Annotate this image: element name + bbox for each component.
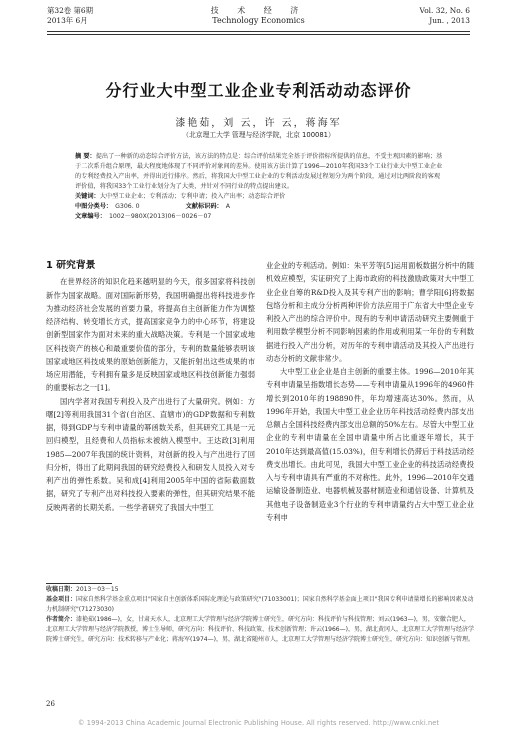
article-number: 文章编号： 1002－980X(2013)06－0026－07 bbox=[75, 213, 212, 220]
abstract-text: 提出了一种新的动态综合评价方法，该方法的特点是：综合评价结果完全基于评价指标所提供的信息，不受主观因素的影响；基于二次系升组合原理，最大程度地体现了不同评价对象间的差异。使用该方法计算了1996—2010年我国33个工业行业大中型工业企业的专利经费投入产出率，并得出近行排序。然后，将我国大中型工业企业的专利活动发展过程划分为两个阶段，通过对比两阶段的客观评价值，将我国33个工业行业划分为了大类，并针对不同行业的特点提出建议。 bbox=[75, 153, 443, 190]
article-title: 分行业大中型工业企业专利活动动态评价 bbox=[105, 81, 412, 100]
author-list: 漆艳茹，刘 云，许 云，蒋海军 bbox=[175, 118, 342, 129]
abstract bbox=[75, 152, 445, 192]
fund-info: 基金项目：国家自然科学基金重点项目"国家自主创新体系国际化理论与政策研究"(71033001)；国家自然科学基金面上项目"我国专利申请量增长的影响因素及动力机制研究"(71273030) bbox=[46, 596, 474, 613]
received-date: 收稿日期：2013－03－15 bbox=[46, 586, 119, 593]
header-volume-cn: 第32卷 第6期 bbox=[47, 6, 94, 15]
affiliation: （北京理工大学 管理与经济学院，北京 100081） bbox=[182, 131, 335, 139]
author-bio: 作者简介：漆艳茹(1986—)，女，甘肃天水人，北京理工大学管理与经济学院博士研究生，研究方向：科技评价与科技管理；刘云(1963—)，男，安徽合肥人，北京理工大学管理与经济学院教授，博士生导师，研究方向：科技评价、科技政策、技术创新管理；许云(1966—)，男，湖北黄冈人，北京理工大学管理与经济学院博士研究生，研究方向：技术转移与产业化；蒋海军(1974—)，男，湖北省随州市人，北京理工大学管理与经济学院博士研究生，研究方向：知识创新与管理。 bbox=[46, 616, 474, 643]
body-column-left bbox=[46, 259, 255, 514]
body-paragraph: 国内学者对我国专利投入及产出进行了大量研究。例如：方曙[2]等利用我国31个省(自治区、直辖市)的GDP数据和专利数据，得到GDP与专利申请量的幂函数关系，但其研究工具是一元回归模型，且经费和人员指标未被纳入模型中。王达政[3]利用1985—2007年我国的统计资料，对创新的投入与产出进行了回归分析，得出了此期间我国的研究经费投入和研发人员投入对专利产出的弹性系数。吴和成[4]利用2005年中国的省际截面数据，研究了专利产出对科技投入要素的弹性，但其研究结果不能反映两者的长期关系。一些学者研究了我国大中型工 bbox=[46, 396, 255, 512]
body-column-right bbox=[266, 259, 474, 524]
header-date-cn: 2013年 6月 bbox=[47, 16, 88, 25]
keywords-text: 大中型工业企业；专利活动；专利申请；投入产出率；动态综合评价 bbox=[99, 193, 286, 200]
classification-line bbox=[75, 202, 445, 222]
abstract-label: 摘 要： bbox=[75, 153, 96, 160]
journal-name-en: Technology Economics bbox=[212, 16, 305, 25]
section-heading: 1 研究背景 bbox=[46, 260, 96, 271]
header-volume-en: Vol. 32, No. 6 bbox=[419, 6, 470, 15]
header-center bbox=[47, 6, 470, 26]
body-paragraph: 大中型工业企业是自主创新的重要主体。1996—2010年其专利申请量呈指数增长态势——专利申请量从1996年的4960件增长到2010年的198890件，年均增速高达30%。然而，从1996年开始，我国大中型工业企业历年科技活动经费内部支出总额占全国科技经费内部支出总额的50%左右。尽管大中型工业企业的专利申请量在全国申请量中所占比重逐年增长，其于2010年达到最高值(15.03%)，但专利增长仍滞后于科技活动经费支出增长。由此可见，我国大中型工业企业的科技活动经费投入与专利申请具有严重的不对称性。此外，1996—2010年交通运输设备制造业、电器机械及器材制造业和通信设备、计算机及其他电子设备制造业3个行业的专利申请量约占大中型工业企业专利申 bbox=[266, 367, 474, 522]
running-header bbox=[47, 6, 470, 40]
page-number: 26 bbox=[46, 700, 55, 708]
abstract-block bbox=[75, 152, 445, 222]
footnotes bbox=[46, 585, 474, 645]
keywords-label: 关键词： bbox=[75, 193, 100, 200]
clc-code: 中图分类号： G306. 0 bbox=[75, 203, 140, 210]
header-rule-thick bbox=[47, 31, 470, 32]
header-date-en: Jun. , 2013 bbox=[429, 16, 470, 25]
header-right bbox=[420, 6, 470, 26]
copyright-footer: © 1994-2013 China Academic Journal Electronic Publishing House. All rights reserved. http://www.cnki.net bbox=[77, 719, 440, 727]
document-code: 文献标识码： A bbox=[185, 203, 230, 210]
header-rule-thin bbox=[47, 34, 470, 35]
body-paragraph: 在世界经济的知识化趋来越明显的今天，很多国家将科技创新作为国家战略。面对国际新形势，我国明确提出将科技进步作为推动经济社会发展的首要力量，将提高自主创新能力作为调整经济结构、转变增长方式，提高国家竞争力的中心环节，将建设创新型国家作为面对未来的重大战略决策。专利是一个国家或地区科技资产的核心和最重要价值的部分，专利的数量能够表明该国家或地区科技成果的原始创新能力，又能折射出这些成果的市场应用潜能，专利拥有量多是反映国家或地区科技创新能力强弱的重要标志之一[1]。 bbox=[46, 277, 255, 393]
body-paragraph: 业企业的专利活动。例如：朱平芳等[5]运用面板数据分析中的随机效应模型，实证研究了上海市政府的科技激励政策对大中型工业企业自筹的R&D投入及其专利产出的影响；曹学阳[6]将数据包络分析和主成分分析两种评价方法应用于广东省大中型企业专利投入产出的综合评价中。现有的专利申请活动研究主要侧重于利用数学模型分析不同影响因素的作用或利用某一年份的专利数据进行投入产出分析，对历年的专利申请活动及其投入产出进行动态分析的文献非常少。 bbox=[266, 261, 474, 363]
journal-name-cn: 技 术 经 济 bbox=[210, 6, 307, 15]
footnote-rule bbox=[46, 583, 112, 584]
keywords bbox=[75, 192, 445, 202]
